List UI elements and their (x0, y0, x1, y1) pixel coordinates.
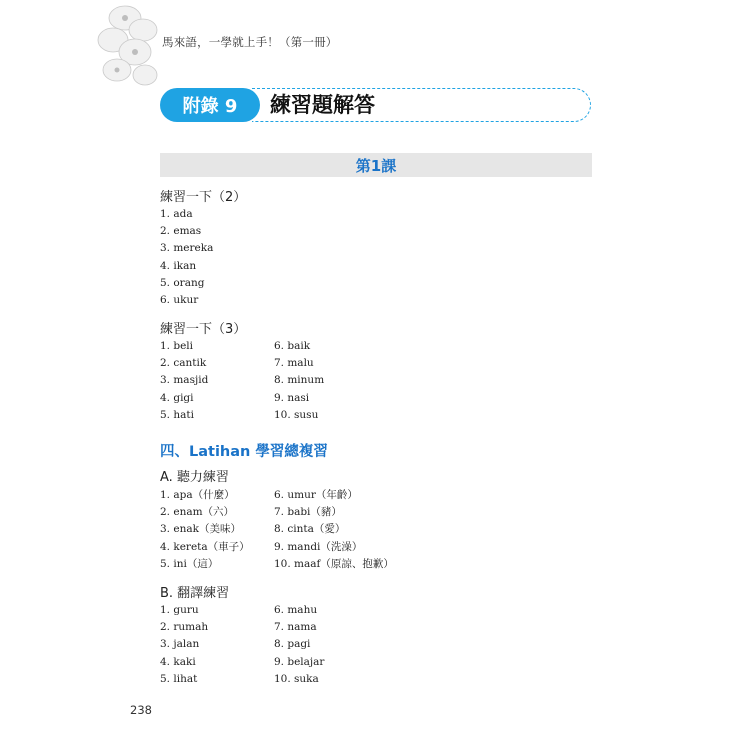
translation-list-left (160, 602, 208, 688)
list-item: 4. ikan (160, 259, 197, 272)
list-item: 5. ini（這） (160, 557, 219, 570)
list-item: 6. umur（年齡） (274, 489, 358, 501)
list-item: 5. lihat (160, 672, 198, 685)
listening-list-left (160, 487, 250, 573)
list-item: 3. jalan (160, 638, 200, 651)
list-item: 2. emas (160, 225, 202, 238)
list-item: 4. kaki (160, 655, 196, 668)
review-heading: 四、Latihan 學習總複習 (160, 444, 328, 460)
appendix-tag: 附錄 9 (160, 88, 260, 122)
list-item: 10. susu (274, 408, 319, 421)
lesson-title: 第1課 (160, 153, 592, 177)
list-item: 3. masjid (160, 374, 209, 387)
list-item: 4. kereta（車子） (160, 540, 250, 553)
list-item: 1. beli (160, 340, 194, 352)
list-item: 2. rumah (160, 621, 209, 634)
flower-decoration (95, 0, 165, 95)
list-item: 8. minum (274, 374, 325, 387)
list-item: 8. pagi (274, 638, 311, 651)
translation-list-right (274, 602, 324, 688)
list-item: 1. guru (160, 604, 199, 616)
list-item: 6. ukur (160, 293, 199, 306)
exercise-3-heading: 練習一下（3） (160, 322, 247, 337)
listening-list-right (274, 487, 394, 573)
appendix-title-bar (160, 88, 592, 122)
list-item: 2. cantik (160, 357, 207, 370)
list-item: 1. apa（什麼） (160, 489, 235, 501)
exercise-2-list (160, 206, 213, 309)
list-item: 9. belajar (274, 655, 325, 668)
list-item: 5. hati (160, 408, 194, 421)
list-item: 4. gigi (160, 391, 194, 404)
list-item: 5. orang (160, 276, 205, 289)
list-item: 2. enam（六） (160, 506, 235, 519)
listening-heading: A. 聽力練習 (160, 470, 229, 485)
list-item: 6. mahu (274, 604, 318, 616)
list-item: 7. babi（豬） (274, 506, 342, 519)
list-item: 9. nasi (274, 391, 310, 404)
exercise-3-list-left (160, 338, 208, 424)
list-item: 7. malu (274, 357, 314, 370)
running-header: 馬來語，一學就上手！（第一冊） (162, 35, 338, 49)
appendix-title: 練習題解答 (270, 93, 375, 117)
exercise-2-heading: 練習一下（2） (160, 190, 247, 205)
list-item: 3. enak（美味） (160, 523, 241, 536)
list-item: 1. ada (160, 208, 193, 220)
page-number: 238 (130, 703, 152, 717)
list-item: 6. baik (274, 340, 311, 352)
list-item: 10. maaf（原諒、抱歉） (274, 557, 394, 570)
list-item: 10. suka (274, 672, 319, 685)
list-item: 7. nama (274, 621, 317, 634)
translation-heading: B. 翻譯練習 (160, 586, 230, 601)
list-item: 3. mereka (160, 242, 214, 255)
list-item: 9. mandi（洗澡） (274, 540, 363, 553)
list-item: 8. cinta（愛） (274, 523, 346, 536)
exercise-3-list-right (274, 338, 324, 424)
